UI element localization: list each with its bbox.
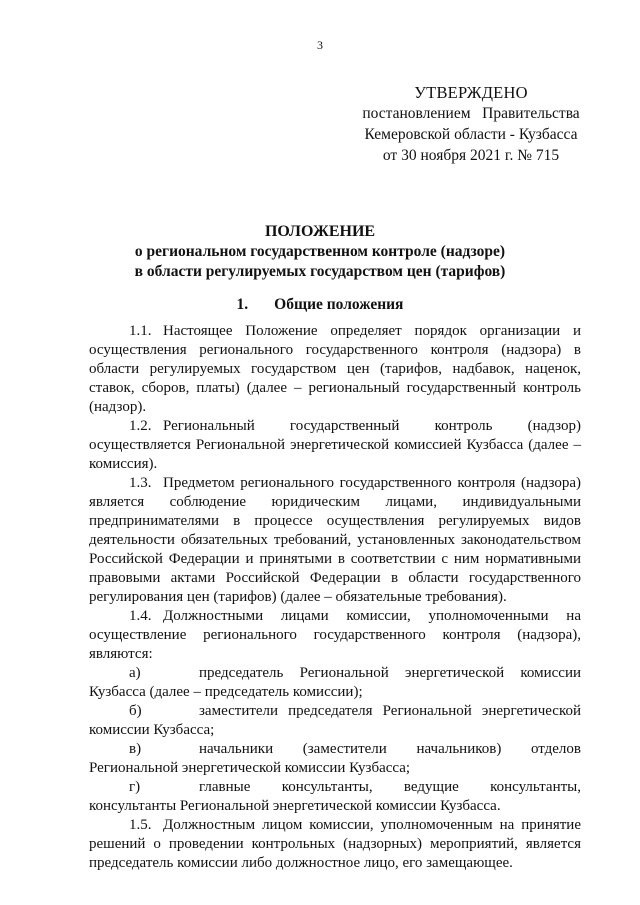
paragraph xyxy=(89,816,581,873)
list-item-letter: а) xyxy=(129,665,141,681)
title-line-1: о региональном государственном контроле (надзоре) xyxy=(134,243,506,260)
paragraph-number: 1.5. xyxy=(129,817,152,833)
approval-stamp xyxy=(360,82,582,166)
paragraph-number: 1.3. xyxy=(129,475,152,491)
document-body xyxy=(89,322,581,873)
list-item-letter: в) xyxy=(129,741,142,757)
paragraph-number: 1.1. xyxy=(129,323,152,339)
paragraph-number: 1.4. xyxy=(129,608,152,624)
list-item-letter: г) xyxy=(129,779,141,795)
document-title xyxy=(0,222,640,282)
approval-line-1: постановлением Правительства xyxy=(362,105,580,122)
approval-line-3: от 30 ноября 2021 г. № 715 xyxy=(382,147,560,164)
list-item xyxy=(89,778,581,816)
paragraph-text: Должностным лицом комиссии, уполномоченным на принятие решений о проведении контрольных (надзорных) мероприятий, является председатель комиссии либо должностное лицо, его замещающее. xyxy=(89,817,581,871)
paragraph xyxy=(89,474,581,607)
section-title: Общие положения xyxy=(274,296,404,313)
page-number: 3 xyxy=(317,38,323,52)
list-item xyxy=(89,702,581,740)
paragraph-text: Предметом регионального государственного контроля (надзора) является соблюдение юридическим лицами, индивидуальными предпринимателями в процессе осуществления регулируемых видов деятельности обязательных требований, установленных законодательством Российской Федерации и принятыми в соответствии с ним нормативными правовыми актами Российской Федерации в области государственного регулирования цен (тарифов) (далее – обязательные требования). xyxy=(89,475,581,605)
section-number: 1. xyxy=(236,296,249,313)
paragraph-text: Должностными лицами комиссии, уполномоченными на осуществление регионального государственного контроля (надзора), являются: xyxy=(89,608,581,662)
list-item-text: главные консультанты, ведущие консультанты, консультанты Региональной энергетической комиссии Кузбасса. xyxy=(89,779,581,814)
paragraph-text: Региональный государственный контроль (надзор) осуществляется Региональной энергетической комиссией Кузбасса (далее – комиссия). xyxy=(89,418,581,472)
paragraph xyxy=(89,607,581,664)
list-item xyxy=(89,664,581,702)
list-item-letter: б) xyxy=(129,703,142,719)
approval-line-2: Кемеровской области - Кузбасса xyxy=(364,126,578,143)
list-item-text: председатель Региональной энергетической комиссии Кузбасса (далее – председатель комиссии); xyxy=(89,665,581,700)
approval-head: УТВЕРЖДЕНО xyxy=(414,83,528,102)
list-item-text: заместители председателя Региональной энергетической комиссии Кузбасса; xyxy=(89,703,581,738)
title-line-2: в области регулируемых государством цен (тарифов) xyxy=(134,263,506,280)
paragraph xyxy=(89,417,581,474)
title-main: ПОЛОЖЕНИЕ xyxy=(264,223,376,240)
section-heading xyxy=(0,296,640,314)
paragraph-text: Настоящее Положение определяет порядок организации и осуществления регионального государственного контроля (надзора) в области регулируемых государством цен (тарифов, надбавок, наценок, ставок, сборов, платы) (далее – региональный государственный контроль (надзор). xyxy=(89,323,581,415)
paragraph-number: 1.2. xyxy=(129,418,152,434)
list-item xyxy=(89,740,581,778)
list-item-text: начальники (заместители начальников) отделов Региональной энергетической комиссии Кузбасса; xyxy=(89,741,581,776)
paragraph xyxy=(89,322,581,417)
